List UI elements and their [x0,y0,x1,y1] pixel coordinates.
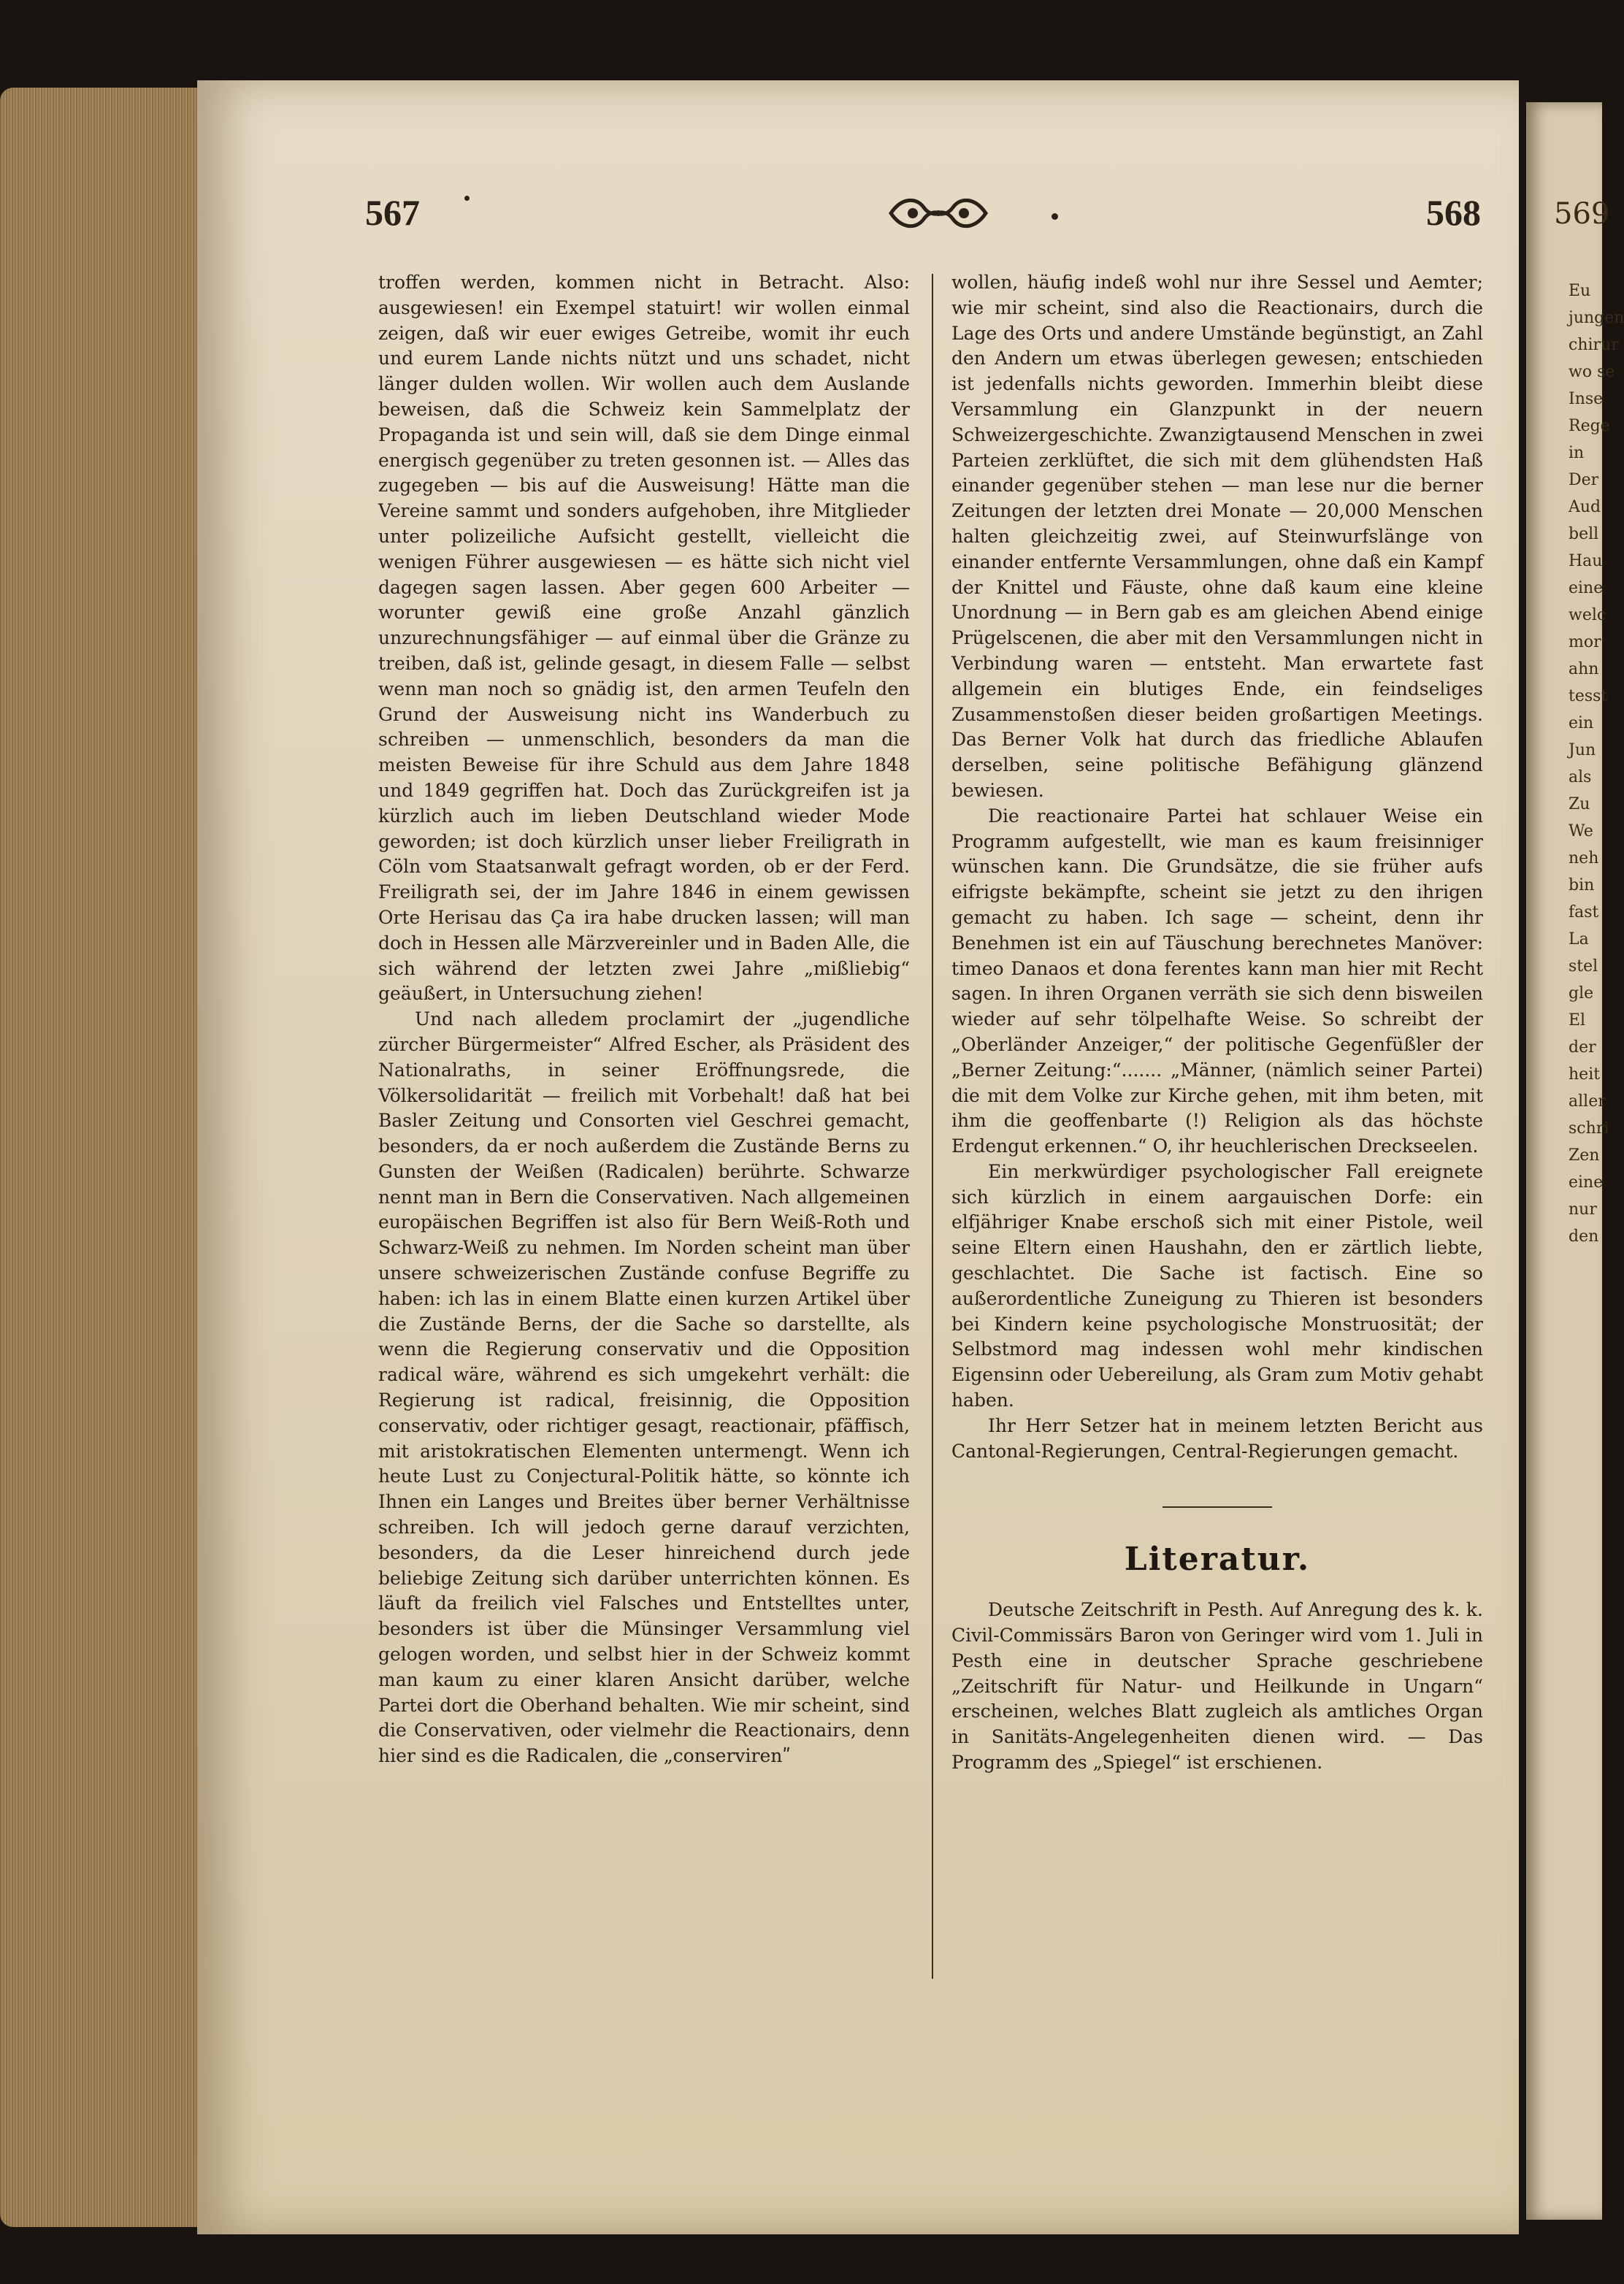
next-page-number: 569 [1554,197,1610,231]
next-page-fragment: Rege [1569,417,1610,435]
next-page-text-fragments [1569,277,1624,1250]
next-page-fragment: nur [1569,1200,1597,1219]
next-page-fragment: gle [1569,984,1594,1003]
next-page-fragment: aller [1569,1092,1606,1111]
paragraph: Ihr Herr Setzer hat in meinem letzten Bericht aus Cantonal-Regierungen, Central-Regierungen gemacht. [951,1414,1483,1462]
next-page-fragment: wo se [1569,363,1615,381]
section-divider [1163,1506,1272,1508]
right-text-column [951,270,1483,1776]
left-text-column [378,270,910,1769]
next-page-fragment: Zen [1569,1146,1600,1165]
next-page-fragment: ahn [1569,660,1599,678]
next-page-fragment: Hau [1569,552,1603,570]
paragraph: troffen werden, kommen nicht in Betracht. Also: ausgewiesen! ein Exempel statuirt! wir wollen einmal zeigen, daß wir euer ewiges Getreibe, womit ihr euch und eurem Lande nichts nützt und uns schadet, nicht länger dulden wollen. Wir wollen auch dem Auslande beweisen, daß die Schweiz kein Sammelplatz der Propaganda ist und sein will, daß sie dem Dinge einmal energisch gegenüber zu treten gesonnen ist. — Alles das zugegeben — bis auf die Ausweisung! Hätte man die Vereine sammt und sonders aufgehoben, ihre Mitglieder unter polizeiliche Aufsicht gestellt, vielleicht die wenigen Führer ausgewiesen — es hätte sich nicht viel dagegen sagen lassen. Aber gegen 600 Arbeiter — worunter gewiß eine große Anzahl gänzlich unzurechnungsfähiger — auf einmal über die Gränze zu treiben, daß ist, gelinde gesagt, in diesem Falle — selbst wenn man noch so gnädig ist, den armen Teufeln den Grund der Ausweisung nicht ins Wanderbuch zu schreiben — unmenschlich, besonders da man die meisten Beweise für ihre Schuld aus dem Jahre 1848 und 1849 gegriffen hat. Doch das Zurückgreifen ist ja kürzlich auch im lieben Deutschland wieder Mode geworden; ist doch kürzlich unser lieber Freiligrath in Cöln vom Staatsanwalt gefragt worden, ob er der Ferd. Freiligrath sei, der im Jahre 1846 in einem gewissen Orte Herisau das Ça ira habe drucken lassen; will man doch in Hessen alle Märzvereinler und in Baden Alle, die sich während der letzten zwei Jahre „mißliebig“ geäußert, in Untersuchung ziehen! [378,272,910,1005]
paragraph: Ein merkwürdiger psychologischer Fall ereignete sich kürzlich in einem aargauischen Dorfe: ein elfjähriger Knabe erschoß sich mit einer Pistole, weil seine Eltern einen Haushahn, den er zärtlich liebte, geschlachtet. Die Sache ist factisch. Eine so außerordentliche Zuneigung zu Thieren ist besonders bei Kindern keine psychologische Monstruosität; der Selbstmord mag indessen wohl mehr kindischen Eigensinn oder Uebereilung, als Gram zum Motiv gehabt haben. [951,1160,1483,1411]
page-number-right: 568 [1426,192,1481,233]
ink-dot [464,196,470,201]
next-page-fragment: neh [1569,849,1599,867]
next-page-fragment: Inse [1569,390,1604,408]
next-page-fragment: stel [1569,957,1598,976]
next-page-fragment: bell [1569,525,1599,543]
next-page-fragment: jungen [1569,309,1624,327]
next-page-fragment: bin [1569,876,1595,894]
next-page-fragment: eine [1569,1173,1604,1192]
next-page-fragment: ein [1569,714,1594,732]
next-page-fragment: La [1569,930,1589,949]
next-page-sliver [1526,102,1624,2220]
paragraph: Die reactionaire Partei hat schlauer Weise ein Programm aufgestellt, wie man es kaum freisinniger wünschen kann. Die Grundsätze, die sie früher aufs eifrigste bekämpfte, scheint sie jetzt zu den ihrigen gemacht zu haben. Ich sage — scheint, denn ihr Benehmen ist ein auf Täuschung berechnetes Manöver: timeo Danaos et dona ferentes kann man hier mit Recht sagen. In ihren Organen verräth sie sich denn bisweilen wieder auf sehr tölpelhafte Weise. So schreibt der „Oberländer Anzeiger,“ der politische Gegenfüßler der „Berner Zeitung:“....... „Männer, (nämlich seiner Partei) die mit dem Volke zur Kirche gehen, mit ihm beten, mit ihm die geoffenbarte (!) Religion als das höchste Erdengut erkennen.“ O, ihr heuchlerischen Dreckseelen. [951,805,1483,1157]
book-page-edges [0,88,212,2227]
next-page-fragment: fast [1569,903,1599,921]
paragraph: wollen, häufig indeß wohl nur ihre Sessel und Aemter; wie mir scheint, sind also die Reactionairs, durch die Lage des Orts und andere Umstände begünstigt, an Zahl den Andern um etwas überlegen gewesen; entschieden ist jedenfalls nichts geworden. Immerhin bleibt diese Versammlung ein Glanzpunkt in der neuern Schweizergeschichte. Zwanzigtausend Menschen in zwei Parteien zerklüftet, die sich mit dem glühendsten Haß einander gegenüber stehen — man lese nur die berner Zeitungen der letzten drei Monate — 20,000 Menschen halten gleichzeitig zwei, auf Steinwurfslänge von einander entfernte Versammlungen, ohne daß ein Kampf der Knittel und Fäuste, ohne daß kaum eine kleine Unordnung — in Bern gab es am gleichen Abend einige Prügelscenen, die aber mit den Versammlungen nicht in Verbindung waren — entsteht. Man erwartete fast allgemein ein blutiges Ende, ein feindseliges Zusammenstoßen dieser beiden großartigen Meetings. Das Berner Volk hat durch das friedliche Ablaufen derselben, seine politische Befähigung glänzend bewiesen. [951,272,1483,801]
paragraph: Und nach alledem proclamirt der „jugendliche zürcher Bürgermeister“ Alfred Escher, als Präsident des Nationalraths, in seiner Eröffnungsrede, die Völkersolidarität — freilich mit Vorbehalt! daß hat bei Basler Zeitung und Consorten viel Geschrei gemacht, besonders, da er noch außerdem die Zustände Berns zu Gunsten der Weißen (Radicalen) berührte. Schwarze nennt man in Bern die Conservativen. Nach allgemeinen europäischen Begriffen ist also für Bern Weiß-Roth und Schwarz-Weiß zu nehmen. Im Norden scheint man über unsere schweizerischen Zustände confuse Begriffe zu haben: ich las in einem Blatte einen kurzen Artikel über die Zustände Berns, der die Sache so darstellte, als wenn die Regierung conservativ und die Opposition radical wäre, während es sich umgekehrt verhält: die Regierung ist radical, freisinnig, die Opposition conservativ, oder richtiger gesagt, reactionair, pfäffisch, mit aristokratischen Elementen untermengt. Wenn ich heute Lust zu Conjectural-Politik hätte, so könnte ich Ihnen ein Langes und Breites über berner Verhältnisse schreiben. Ich will jedoch gerne darauf verzichten, besonders, da die Leser hinreichend durch jede beliebige Zeitung sich darüber unterrichten können. Es läuft da freilich viel Falsches und Entstelltes unter, besonders ist über die Münsinger Versammlung viel gelogen worden, und selbst hier in der Schweiz kommt man kaum zu einer klaren Ansicht darüber, welche Partei dort die Oberhand behalten. Wie mir scheint, sind die Conservativen, oder vielmehr die Reactionairs, denn hier sind es die Radicalen, die „conservirenʺ [378,1008,910,1767]
next-page-fragment: El [1569,1011,1586,1030]
next-page-fragment: heit [1569,1065,1601,1084]
next-page-fragment: We [1569,822,1593,840]
column-divider [932,274,933,1979]
next-page-fragment: schri [1569,1119,1609,1138]
next-page-fragment: Aud [1569,498,1601,516]
next-page-fragment: Der [1569,471,1599,489]
next-page-fragment: tesst [1569,687,1608,705]
next-page-fragment: als [1569,768,1592,786]
next-page-fragment: Eu [1569,282,1591,300]
next-page-fragment: chirur [1569,336,1619,354]
next-page-fragment: welc [1569,606,1606,624]
next-page-fragment: mor [1569,633,1601,651]
page-number-left: 567 [365,192,420,233]
paragraph: Deutsche Zeitschrift in Pesth. Auf Anregung des k. k. Civil-Commissärs Baron von Geringer wird vom 1. Juli in Pesth eine in deutscher Sprache geschriebene „Zeitschrift für Natur- und Heilkunde in Ungarn“ erscheinen, welches Blatt zugleich als amtliches Organ in Sanitäts-Angelegenheiten dienen wird. — Das Programm des „Spiegel“ ist erschienen. [951,1599,1483,1774]
next-page-fragment: den [1569,1227,1599,1246]
next-page-fragment: in [1569,444,1585,462]
scroll-ornament-icon [884,191,993,235]
next-page-fragment: Jun [1569,741,1596,759]
next-page-fragment: Zu [1569,795,1590,813]
section-title: Literatur. [1124,1541,1311,1579]
next-page-fragment: der [1569,1038,1596,1057]
ink-dot [1052,213,1058,220]
next-page-fragment: eine [1569,579,1604,597]
